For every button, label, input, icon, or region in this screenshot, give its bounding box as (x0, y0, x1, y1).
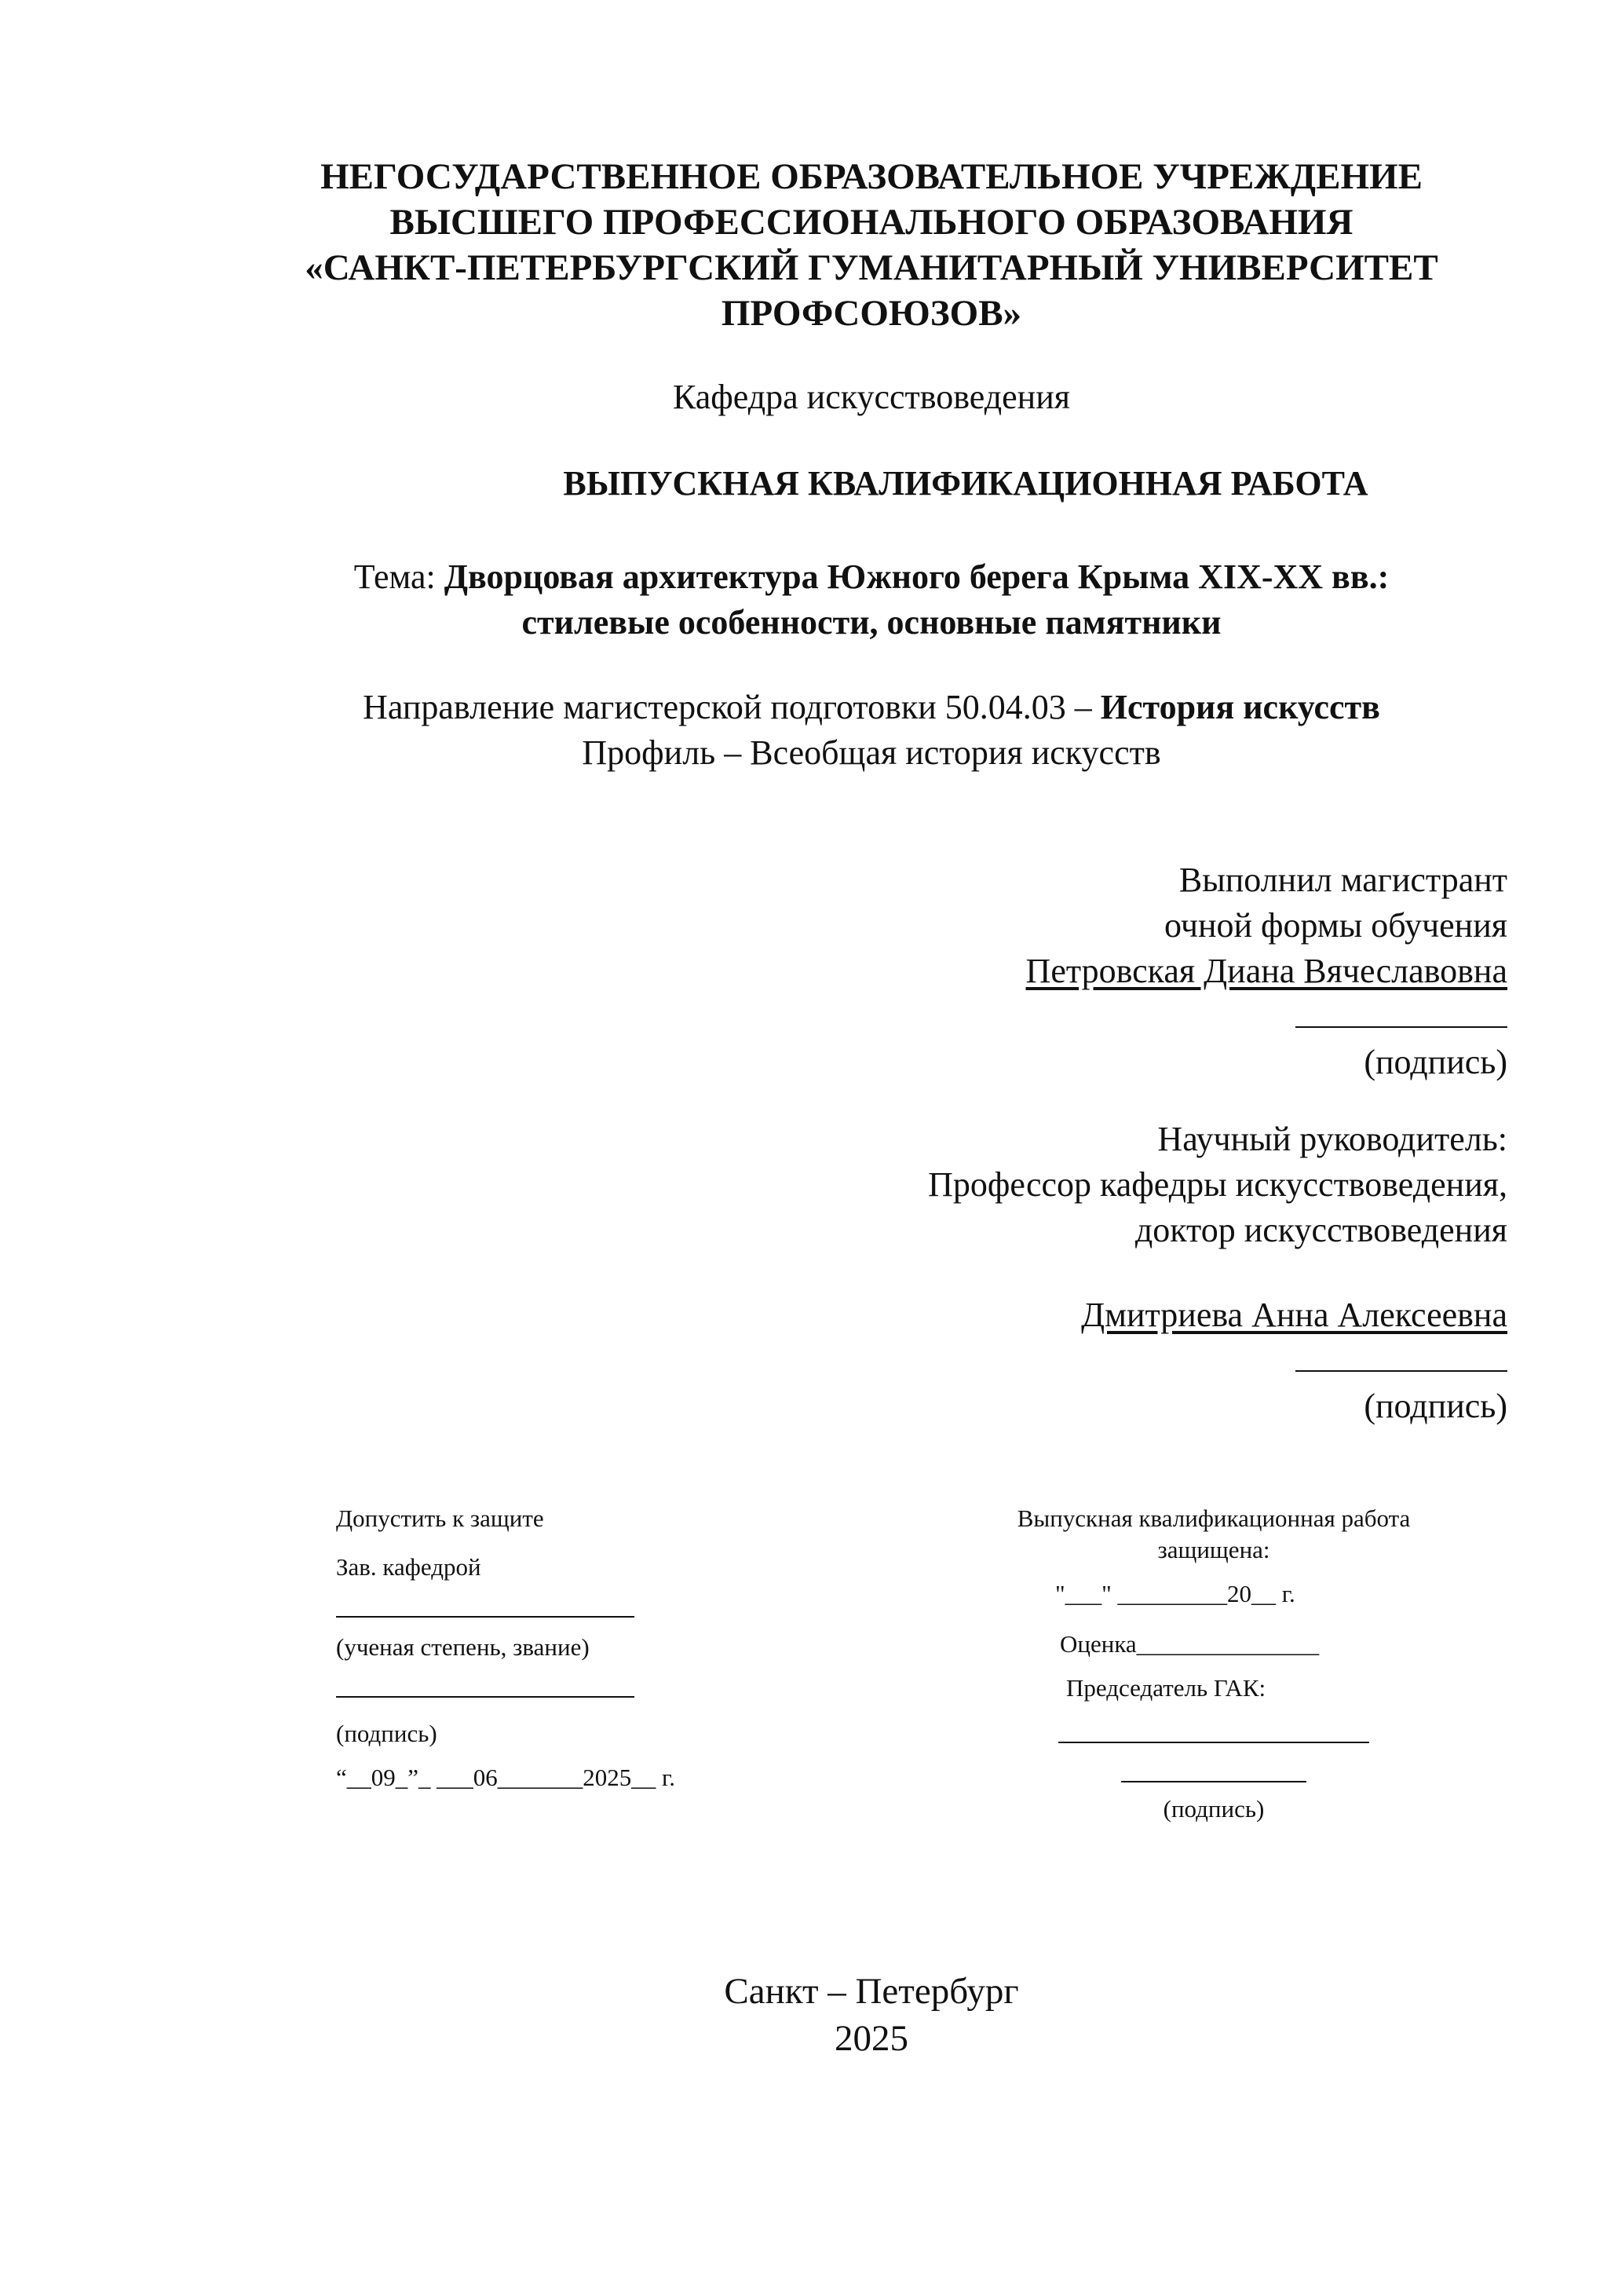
institution-line-3: «САНКТ-ПЕТЕРБУРГСКИЙ ГУМАНИТАРНЫЙ УНИВЕРСИТЕТ (305, 247, 1438, 288)
admission-title: Допустить к защите (336, 1504, 544, 1532)
work-type-title: ВЫПУСКНАЯ КВАЛИФИКАЦИОННАЯ РАБОТА (563, 464, 1368, 503)
admission-signature-line (336, 1679, 634, 1698)
admission-degree-caption: (ученая степень, звание) (336, 1633, 590, 1661)
supervisor-signature-caption: (подпись) (1364, 1387, 1507, 1425)
student-line-2: очной формы обучения (1164, 906, 1507, 945)
supervisor-signature-line (1295, 1347, 1507, 1372)
supervisor-block (644, 1117, 1507, 1429)
defense-chair: Председатель ГАК: (1066, 1674, 1266, 1702)
direction-profile: Профиль – Всеобщая история искусств (582, 733, 1161, 772)
student-block (644, 857, 1507, 1085)
admission-head: Зав. кафедрой (336, 1553, 481, 1581)
topic-title-line-2: стилевые особенности, основные памятники (521, 603, 1222, 642)
admission-block (336, 1503, 776, 1793)
supervisor-name: Дмитриева Анна Алексеевна (1081, 1296, 1507, 1334)
supervisor-label: Научный руководитель: (1157, 1120, 1507, 1158)
topic (196, 554, 1547, 645)
direction-name: История искусств (1100, 688, 1380, 726)
student-signature-caption: (подпись) (1364, 1043, 1507, 1081)
direction-prefix: Направление магистерской подготовки 50.04.03 – (363, 688, 1092, 726)
defense-signature-line (1121, 1764, 1306, 1782)
institution-header (196, 154, 1547, 336)
defense-chair-line (1058, 1724, 1369, 1743)
institution-line-2: ВЫСШЕГО ПРОФЕССИОНАЛЬНОГО ОБРАЗОВАНИЯ (389, 202, 1353, 243)
defense-block (939, 1503, 1489, 1825)
topic-label: Тема: (353, 558, 436, 596)
supervisor-position: Профессор кафедры искусствоведения, (928, 1165, 1507, 1204)
admission-signature-caption: (подпись) (336, 1720, 437, 1747)
defense-grade: Оценка_______________ (1060, 1630, 1320, 1658)
footer-city: Санкт – Петербург (724, 1971, 1019, 2012)
supervisor-degree: доктор искусствоведения (1134, 1211, 1507, 1249)
footer-year: 2025 (835, 2018, 908, 2059)
student-name: Петровская Диана Вячеславовна (1025, 952, 1507, 990)
footer (0, 1968, 1622, 2062)
defense-date: "___" _________20__ г. (1055, 1580, 1295, 1607)
direction (196, 685, 1547, 776)
student-line-1: Выполнил магистрант (1178, 861, 1507, 899)
department: Кафедра искусствоведения (673, 378, 1070, 416)
defense-title-line-1: Выпускная квалификационная работа (1017, 1504, 1411, 1532)
institution-line-4: ПРОФСОЮЗОВ» (721, 293, 1022, 334)
institution-line-1: НЕГОСУДАРСТВЕННОЕ ОБРАЗОВАТЕЛЬНОЕ УЧРЕЖДЕНИЕ (320, 156, 1423, 197)
defense-signature-caption: (подпись) (1163, 1795, 1265, 1823)
admission-head-line (336, 1599, 634, 1618)
student-signature-line (1295, 1003, 1507, 1028)
topic-title-line-1: Дворцовая архитектура Южного берега Крыма XIX-XX вв.: (444, 558, 1390, 596)
defense-title-line-2: защищена: (1157, 1536, 1270, 1563)
admission-date: “__09_”_ ___06_______2025__ г. (336, 1764, 675, 1791)
